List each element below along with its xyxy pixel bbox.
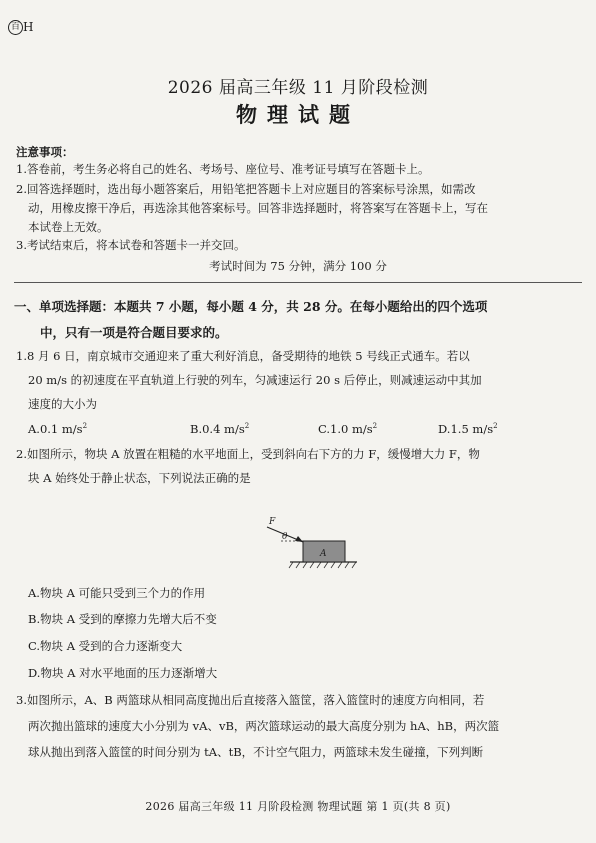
note-line: 1.答卷前，考生务必将自己的姓名、考场号、座位号、准考证号填写在答题卡上。: [16, 162, 430, 176]
badge-letter: H: [23, 20, 34, 34]
q3-text: 球从抛出到落入篮筐的时间分别为 tA、tB，不计空气阻力，两篮球未发生碰撞，下列判断: [28, 745, 484, 759]
force-label: F: [269, 517, 276, 527]
exam-code-badge: [8, 20, 33, 35]
section1-title: 一、单项选择题：本题共 7 小题，每小题 4 分，共 28 分。在每小题给出的四个选项: [14, 299, 488, 314]
badge-glyph: 百: [8, 20, 23, 35]
q2-force-diagram: [255, 515, 365, 577]
note-line: 动，用橡皮擦干净后，再选涂其他答案标号。回答非选择题时，将答案写在答题卡上，写在: [28, 201, 488, 215]
q1-text: 速度的大小为: [28, 397, 97, 411]
q1-text: 1.8 月 6 日，南京城市交通迎来了重大利好消息，备受期待的地铁 5 号线正式通车。若以: [16, 349, 470, 363]
q1-option-b: B.0.4 $m/s^2$: [190, 422, 250, 436]
exam-time-line: 考试时间为 75 分钟，满分 100 分: [209, 259, 387, 273]
block-label: A: [320, 549, 327, 559]
q1-text: 20 m/s 的初速度在平直轨道上行驶的列车，匀减速运行 20 s 后停止，则减速运动中其加: [28, 373, 482, 387]
notes-heading: 注意事项：: [16, 145, 74, 159]
note-line: 2.回答选择题时，选出每小题答案后，用铅笔把答题卡上对应题目的答案标号涂黑，如需改: [16, 182, 476, 196]
subject-title: 物理试题: [236, 102, 360, 127]
note-line: 3.考试结束后，将本试卷和答题卡一并交回。: [16, 238, 246, 252]
q2-option-a: A.物块 A 可能只受到三个力的作用: [28, 586, 206, 600]
q2-text: 2.如图所示，物块 A 放置在粗糙的水平地面上，受到斜向右下方的力 F，缓慢增大力 F，物: [16, 447, 480, 461]
note-line: 本试卷上无效。: [28, 220, 109, 234]
exam-title: 2026 届高三年级 11 月阶段检测: [167, 78, 429, 98]
q1-option-d: D.1.5 $m/s^2$: [438, 422, 498, 436]
q3-text: 两次抛出篮球的速度大小分别为 vA、vB，两次篮球运动的最大高度分别为 hA、hB，两次篮: [28, 719, 500, 733]
ground-hatching: [289, 562, 356, 568]
q1-option-c: C.1.0 $m/s^2$: [318, 422, 378, 436]
q2-option-c: C.物块 A 受到的合力逐渐变大: [28, 639, 183, 653]
angle-label: θ: [282, 532, 288, 542]
section-divider: [14, 282, 582, 283]
q2-text: 块 A 始终处于静止状态，下列说法正确的是: [28, 471, 251, 485]
q2-option-d: D.物块 A 对水平地面的压力逐渐增大: [28, 666, 218, 680]
page-footer: 2026 届高三年级 11 月阶段检测 物理试题 第 1 页(共 8 页): [145, 800, 451, 813]
q1-option-a: A.0.1 $m/s^2$: [28, 422, 88, 436]
q2-option-b: B.物块 A 受到的摩擦力先增大后不变: [28, 612, 217, 626]
q3-text: 3.如图所示，A、B 两篮球从相同高度抛出后直接落入篮筐，落入篮筐时的速度方向相同，若: [16, 693, 485, 707]
section1-title-cont: 中，只有一项是符合题目要求的。: [40, 325, 228, 340]
